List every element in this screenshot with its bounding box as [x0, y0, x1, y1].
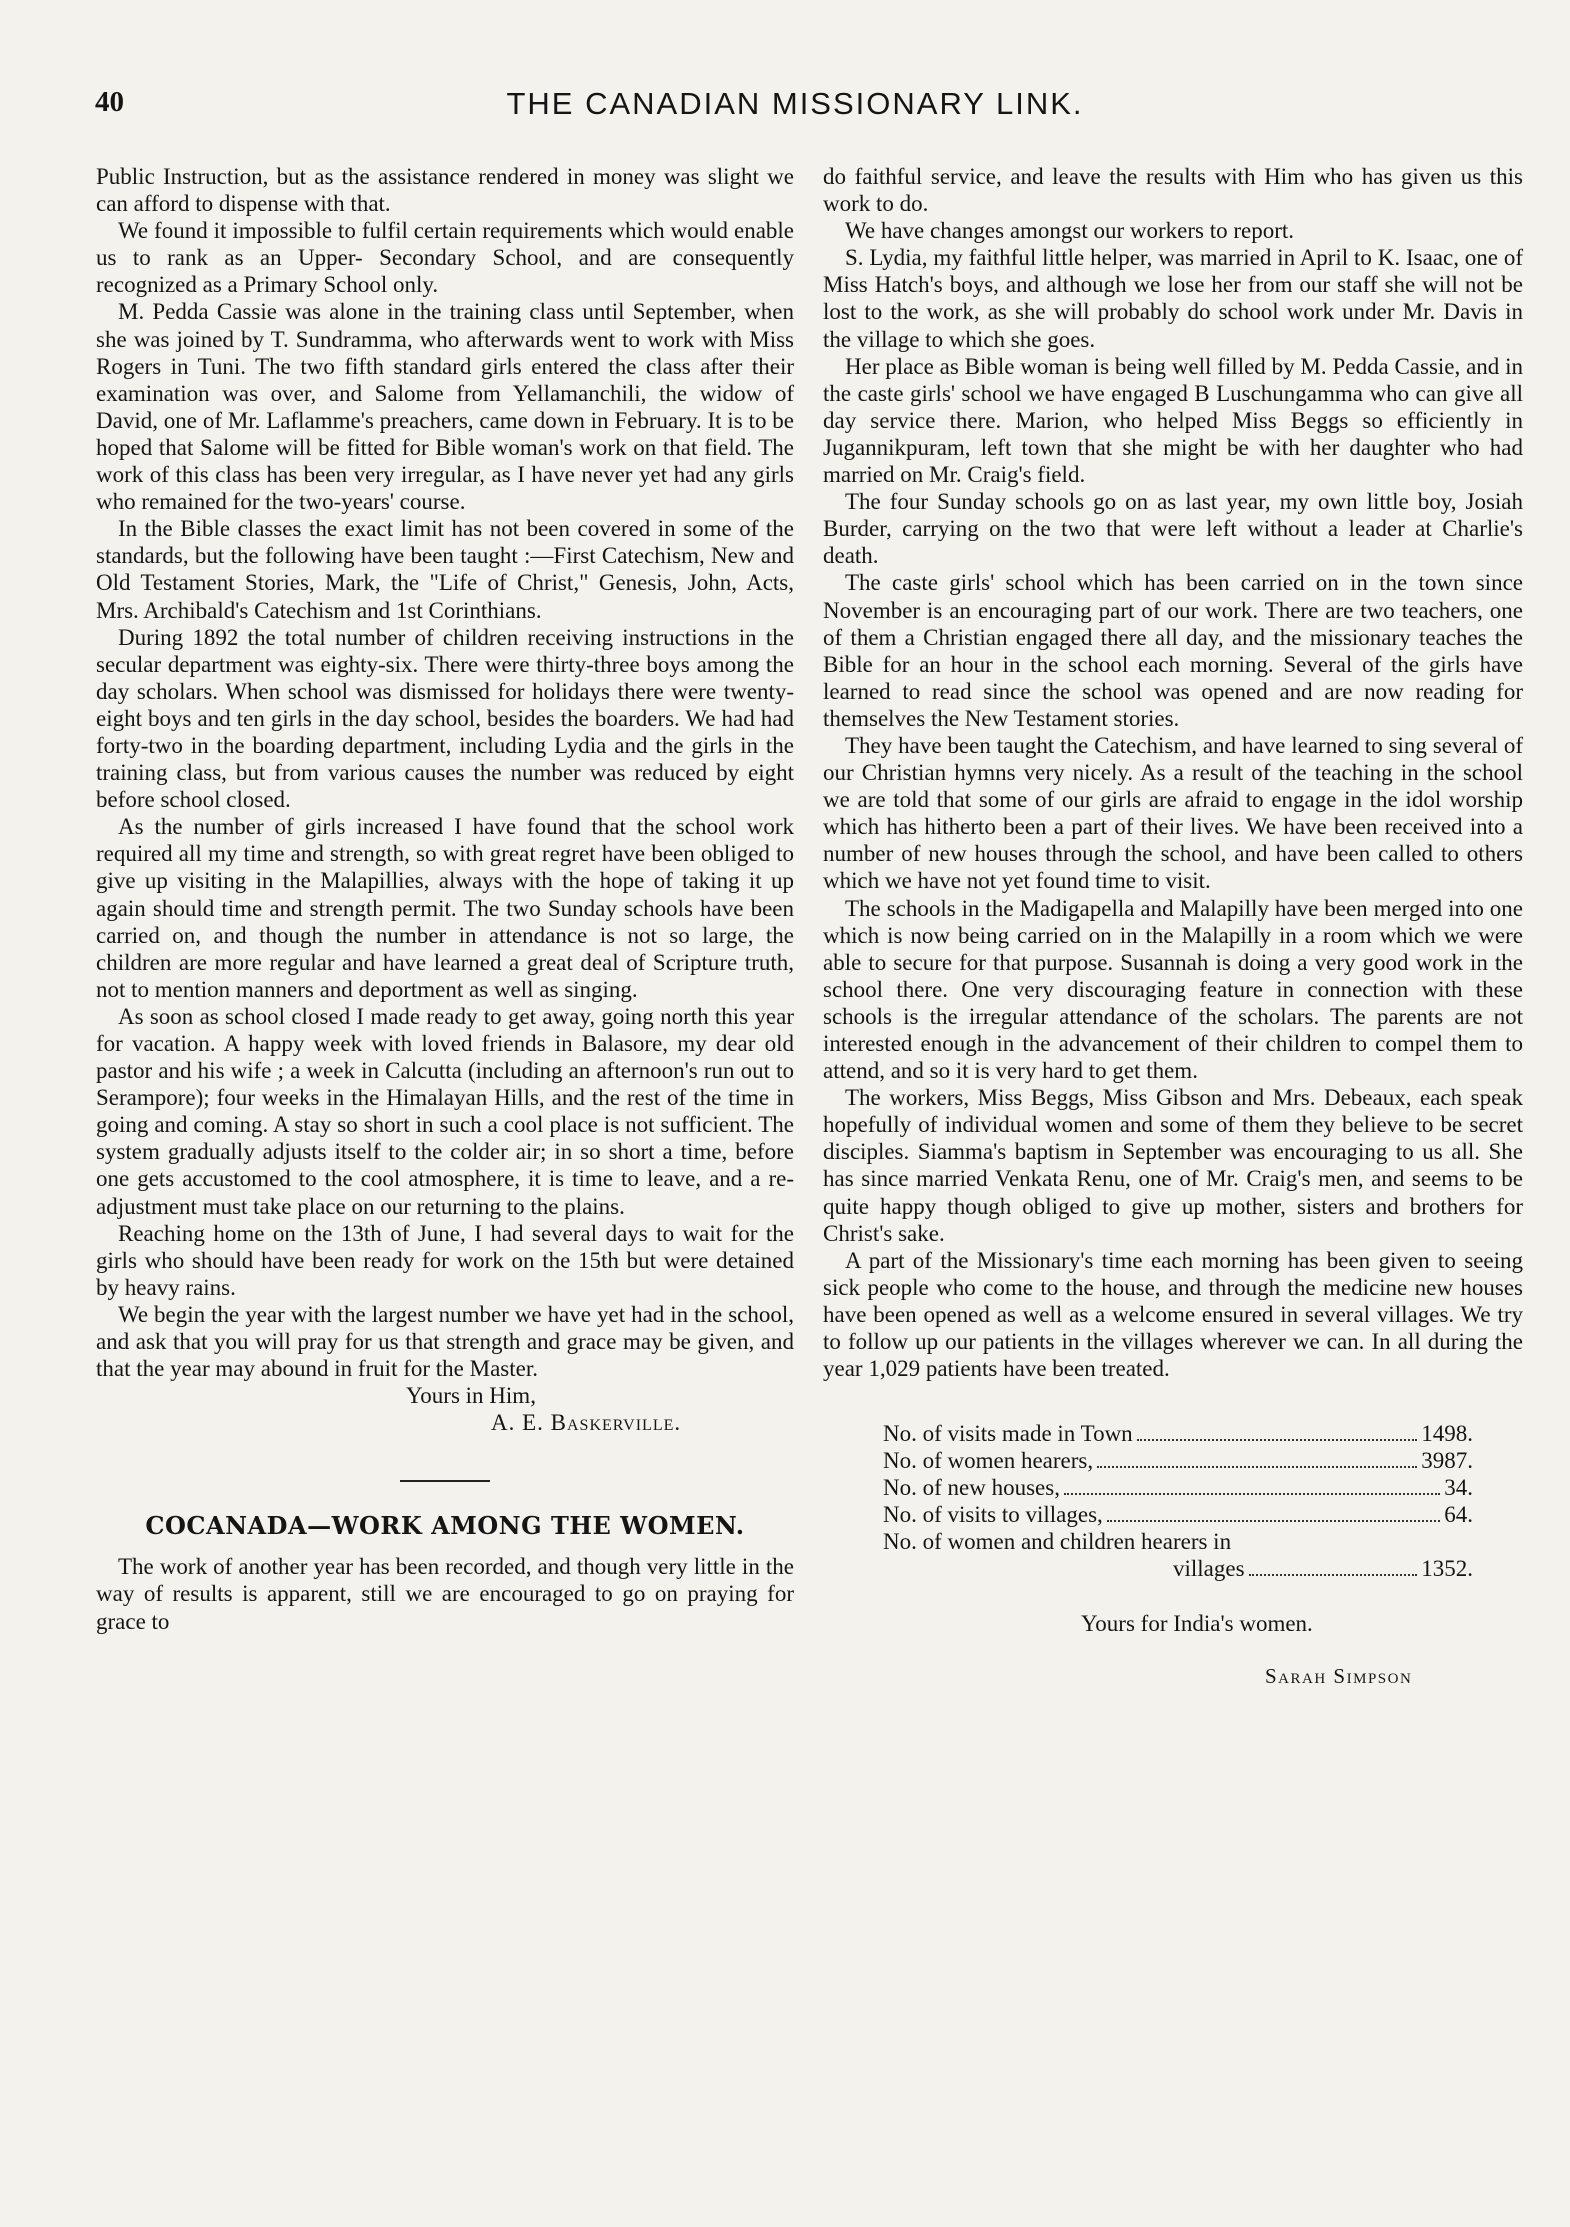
stat-value: 1352. — [1421, 1556, 1473, 1582]
section-divider — [400, 1480, 490, 1482]
paragraph: We begin the year with the largest number we have yet had in the school, and ask that you will pray for us that strength and grace may be given, and that the year may abound in fruit for the Master. — [96, 1301, 794, 1382]
dot-leader — [1064, 1493, 1440, 1495]
paragraph: S. Lydia, my faithful little helper, was married in April to K. Isaac, one of Miss Hatch's boys, and although we lose her from our staff she will not be lost to the work, as she will probably do school work under Mr. Davis in the village to which she goes. — [823, 245, 1523, 352]
signoff-greeting: Yours in Him, — [406, 1383, 536, 1409]
dot-leader — [1097, 1466, 1417, 1468]
dot-leader — [1107, 1520, 1440, 1522]
paragraph: Reaching home on the 13th of June, I had several days to wait for the girls who should have been ready for work on the 15th but were detained by heavy rains. — [96, 1220, 794, 1300]
stat-row — [883, 1420, 1473, 1447]
dot-leader — [1249, 1574, 1418, 1576]
statistics-list — [883, 1420, 1473, 1582]
journal-title: THE CANADIAN MISSIONARY LINK. — [506, 86, 1084, 121]
stat-label: No. of women hearers, — [883, 1448, 1094, 1474]
stat-row — [883, 1555, 1473, 1582]
dot-leader — [1137, 1439, 1418, 1441]
paragraph: The schools in the Madigapella and Malapilly have been merged into one which is now being carried on in the Malapilly in a room which we were able to secure for that purpose. Susannah is doing a very good work in the school there. One very discouraging feature in connection with these schools is the irregular attendance of the scholars. The parents are not interested enough in the advancement of their children to compel them to attend, and so it is very hard to get them. — [823, 895, 1523, 1084]
paragraph: Her place as Bible woman is being well filled by M. Pedda Cassie, and in the caste girls' school we have engaged B Luschungamma who can give all day service there. Marion, who helped Miss Beggs so efficiently in Jugannikpuram, left town that she might be with her daughter who had married on Mr. Craig's field. — [823, 353, 1523, 488]
paragraph: M. Pedda Cassie was alone in the training class until September, when she was joined by T. Sundramma, who afterwards went to work with Miss Rogers in Tuni. The two fifth standard girls entered the class after their examination was over, and Salome from Yellamanchili, the widow of David, one of Mr. Laflamme's preachers, came down in February. It is to be hoped that Salome will be fitted for Bible woman's work on that field. The work of this class has been very irregular, as I have never yet had any girls who remained for the two-years' course. — [96, 299, 794, 515]
stat-value: 64. — [1444, 1502, 1473, 1528]
paragraph: As soon as school closed I made ready to get away, going north this year for vacation. A happy week with loved friends in Balasore, my dear old pastor and his wife ; a week in Calcutta (including an afternoon's run out to Serampore); four weeks in the Himalayan Hills, and the rest of the time in going and coming. A stay so short in such a cool place is not sufficient. The system gradually adjusts itself to the colder air; in so short a time, before one gets accustomed to the cool atmosphere, it is time to leave, and a re-adjustment must take place on our returning to the plains. — [96, 1003, 794, 1219]
paragraph: During 1892 the total number of children receiving instructions in the secular department was eighty-six. There were thirty-three boys among the day scholars. When school was dismissed for holidays there were twenty-eight boys and ten girls in the day school, besides the boarders. We had had forty-two in the boarding department, including Lydia and the girls in the training class, but from various causes the number was reduced by eight before school closed. — [96, 624, 794, 813]
paragraph: In the Bible classes the exact limit has not been covered in some of the standards, but the following have been taught :—First Catechism, New and Old Testament Stories, Mark, the "Life of Christ," Genesis, John, Acts, Mrs. Archibald's Catechism and 1st Corinthians. — [96, 516, 794, 623]
section-heading: COCANADA—WORK AMONG THE WOMEN. — [145, 1511, 745, 1541]
stat-row — [883, 1528, 1473, 1555]
left-column — [96, 163, 794, 1635]
closing-line: Yours for India's women. — [1081, 1611, 1313, 1637]
paragraph: do faithful service, and leave the results with Him who has given us this work to do. — [823, 164, 1523, 217]
page-header — [95, 86, 1495, 126]
paragraph: As the number of girls increased I have found that the school work required all my time and strength, so with great regret have been obliged to give up visiting in the Malapillies, always with the hope of taking it up again should time and strength permit. The two Sunday schools have been carried on, and though the number in attendance is not so large, the children are more regular and have learned a great deal of Scripture truth, not to mention manners and deportment as well as singing. — [96, 814, 794, 1002]
paragraph: The four Sunday schools go on as last year, my own little boy, Josiah Burder, carrying on the two that were left without a leader at Charlie's death. — [823, 489, 1523, 569]
signoff-name: A. E. Baskerville. — [491, 1410, 682, 1436]
stat-label: No. of visits to villages, — [883, 1502, 1103, 1528]
stat-label: No. of new houses, — [883, 1475, 1060, 1501]
page-number: 40 — [95, 86, 124, 118]
stat-value: 1498. — [1421, 1421, 1473, 1447]
paragraph: We found it impossible to fulfil certain requirements which would enable us to rank as an Upper- Secondary School, and are consequently recognized as a Primary School only. — [96, 218, 794, 298]
author-signature: Sarah Simpson — [1265, 1664, 1413, 1689]
stat-row — [883, 1447, 1473, 1474]
right-column — [823, 163, 1523, 1690]
stat-row — [883, 1474, 1473, 1501]
letter-signoff — [96, 1382, 794, 1436]
stat-value: 34. — [1444, 1475, 1473, 1501]
stat-label: No. of women and children hearers in — [883, 1529, 1232, 1555]
stat-row — [883, 1501, 1473, 1528]
paragraph: We have changes amongst our workers to report. — [845, 218, 1295, 244]
stat-label: No. of visits made in Town — [883, 1421, 1133, 1447]
paragraph: They have been taught the Catechism, and have learned to sing several of our Christian hymns very nicely. As a result of the teaching in the school we are told that some of our girls are afraid to engage in the idol worship which has hitherto been a part of their lives. We have been received into a number of new houses through the school, and have been called to others which we have not yet found time to visit. — [823, 732, 1523, 894]
paragraph: The caste girls' school which has been carried on in the town since November is an encouraging part of our work. There are two teachers, one of them a Christian engaged there all day, and the missionary teaches the Bible for an hour in the school each morning. Several of the girls have learned to read since the school was opened and are now reading for themselves the New Testament stories. — [823, 570, 1523, 731]
paragraph: A part of the Missionary's time each morning has been given to seeing sick people who come to the house, and through the medicine new houses have been opened as well as a welcome ensured in several villages. We try to follow up our patients in the villages wherever we can. In all during the year 1,029 patients have been treated. — [823, 1247, 1523, 1382]
paragraph: Public Instruction, but as the assistance rendered in money was slight we can afford to dispense with that. — [96, 164, 794, 217]
stat-value: 3987. — [1421, 1448, 1473, 1474]
stat-label: villages — [1173, 1556, 1245, 1582]
paragraph: The work of another year has been recorded, and though very little in the way of results is apparent, still we are encouraged to go on praying for grace to — [96, 1554, 794, 1634]
paragraph: The workers, Miss Beggs, Miss Gibson and Mrs. Debeaux, each speak hopefully of individual women and some of them they believe to be secret disciples. Siamma's baptism in September was encouraging to us all. She has since married Venkata Renu, one of Mr. Craig's men, and seems to be quite happy though obliged to give up mother, sisters and brothers for Christ's sake. — [823, 1085, 1523, 1246]
